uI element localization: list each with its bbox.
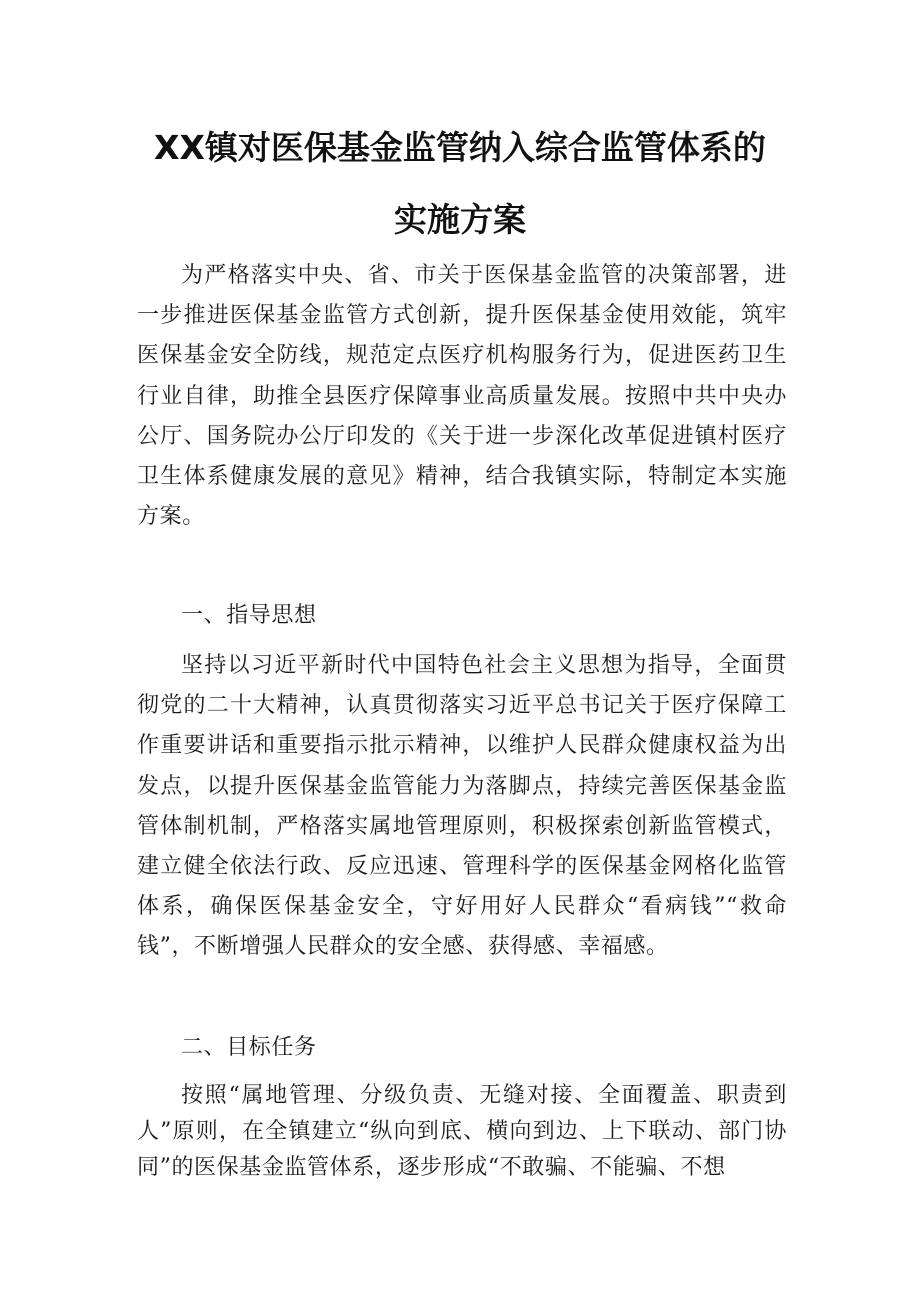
document-title-line-2: 实施方案: [394, 200, 526, 239]
guiding-ideology-paragraph: 坚持以习近平新时代中国特色社会主义思想为指导，全面贯彻党的二十大精神，认真贯彻落实习近平总书记关于医疗保障工作重要讲话和重要指示批示精神，以维护人民群众健康权益为出发点，以提升医保基金监管能力为落脚点，持续完善医保基金监管体制机制，严格落实属地管理原则，积极探索创新监管模式，建立健全依法行政、反应迅速、管理科学的医保基金网格化监管体系，确保医保基金安全，守好用好人民群众“看病钱”“救命钱”，不断增强人民群众的安全感、获得感、幸福感。: [137, 653, 787, 960]
section-heading-guiding-ideology: 一、指导思想: [181, 603, 317, 628]
document-title-line-1: XX镇对医保基金监管纳入综合监管体系的: [154, 128, 766, 167]
intro-paragraph: 为严格落实中央、省、市关于医保基金监管的决策部署，进一步推进医保基金监管方式创新，提升医保基金使用效能，筑牢医保基金安全防线，规范定点医疗机构服务行为，促进医药卫生行业自律，助推全县医疗保障事业高质量发展。按照中共中央办公厅、国务院办公厅印发的《关于进一步深化改革促进镇村医疗卫生体系健康发展的意见》精神，结合我镇实际，特制定本实施方案。: [137, 263, 787, 530]
section-heading-objectives: 二、目标任务: [181, 1035, 317, 1060]
objectives-paragraph: 按照“属地管理、分级负责、无缝对接、全面覆盖、职责到人”原则，在全镇建立“纵向到底、横向到边、上下联动、部门协同”的医保基金监管体系，逐步形成“不敢骗、不能骗、不想: [137, 1083, 787, 1180]
